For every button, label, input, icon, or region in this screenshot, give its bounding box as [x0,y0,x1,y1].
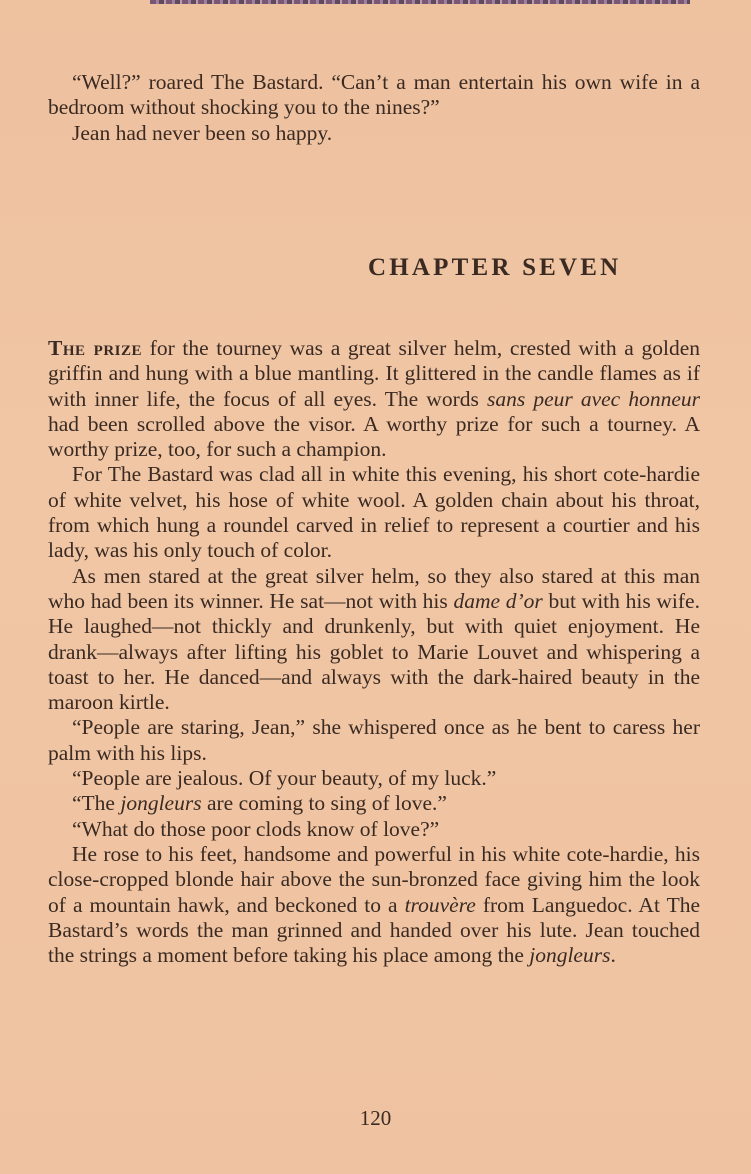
text-run: He rose to his feet, handsome and powerful in his white cote-hardie, his close-cropped blonde hair above the sun-bronzed face giving him the look of a mountain hawk, and beckoned to a [48,841,700,917]
text-run: As men stared at the great silver helm, so they also stared at this man who had been its winner. He sat—not with his [48,563,700,613]
text-run: from Languedoc. At The Bastard’s words the man grinned and handed over his lute. Jean touched the strings a moment before taking his place among the [48,892,700,968]
paragraph: “What do those poor clods know of love?” [72,816,440,841]
italic-phrase: jongleurs [529,943,611,968]
text-run: but with his wife. He laughed—not thickly and drunkenly, but with quiet enjoyment. He drank—always after lifting his goblet to Marie Louvet and whispering a toast to her. He danced—and always with the dark-haired beauty in the maroon kirtle. [48,588,700,715]
italic-phrase: sans peur avec honneur [486,386,700,411]
italic-phrase: jongleurs [120,791,202,816]
page-number: 120 [359,1106,392,1130]
italic-phrase: trouvère [404,892,476,917]
chapter-body [48,336,700,968]
lead-in: The prize [48,336,143,360]
paragraph: “People are jealous. Of your beauty, of my luck.” [72,766,497,791]
paragraph: Jean had never been so happy. [72,120,333,145]
text-run: had been scrolled above the visor. A worthy prize for such a tourney. A worthy prize, too, for such a champion. [48,411,700,462]
paragraph: “Well?” roared The Bastard. “Can’t a man entertain his own wife in a bedroom without shocking you to the nines?” [48,70,700,120]
paragraph [48,791,700,816]
italic-phrase: dame d’or [453,588,543,613]
text-run: . [610,943,616,968]
text-run: for the tourney was a great silver helm, crested with a golden griffin and hung with a blue mantling. It glittered in the candle flames as if with inner life, the focus of all eyes. The words [48,336,701,411]
text-run: “The [72,791,121,816]
paragraph [48,336,700,462]
paragraph [48,564,700,716]
opening-text [48,70,700,146]
chapter-title: CHAPTER SEVEN [368,254,622,281]
paragraph [48,842,700,968]
paragraph: For The Bastard was clad all in white this evening, his short cote-hardie of white velvet, his hose of white wool. A golden chain about his throat, from which hung a roundel carved in relief to represent a courtier and his lady, was his only touch of color. [48,462,700,563]
text-run: are coming to sing of love.” [201,791,447,816]
paragraph: “People are staring, Jean,” she whispered once as he bent to caress her palm with his lips. [48,715,700,765]
page-top-edge [150,0,690,4]
